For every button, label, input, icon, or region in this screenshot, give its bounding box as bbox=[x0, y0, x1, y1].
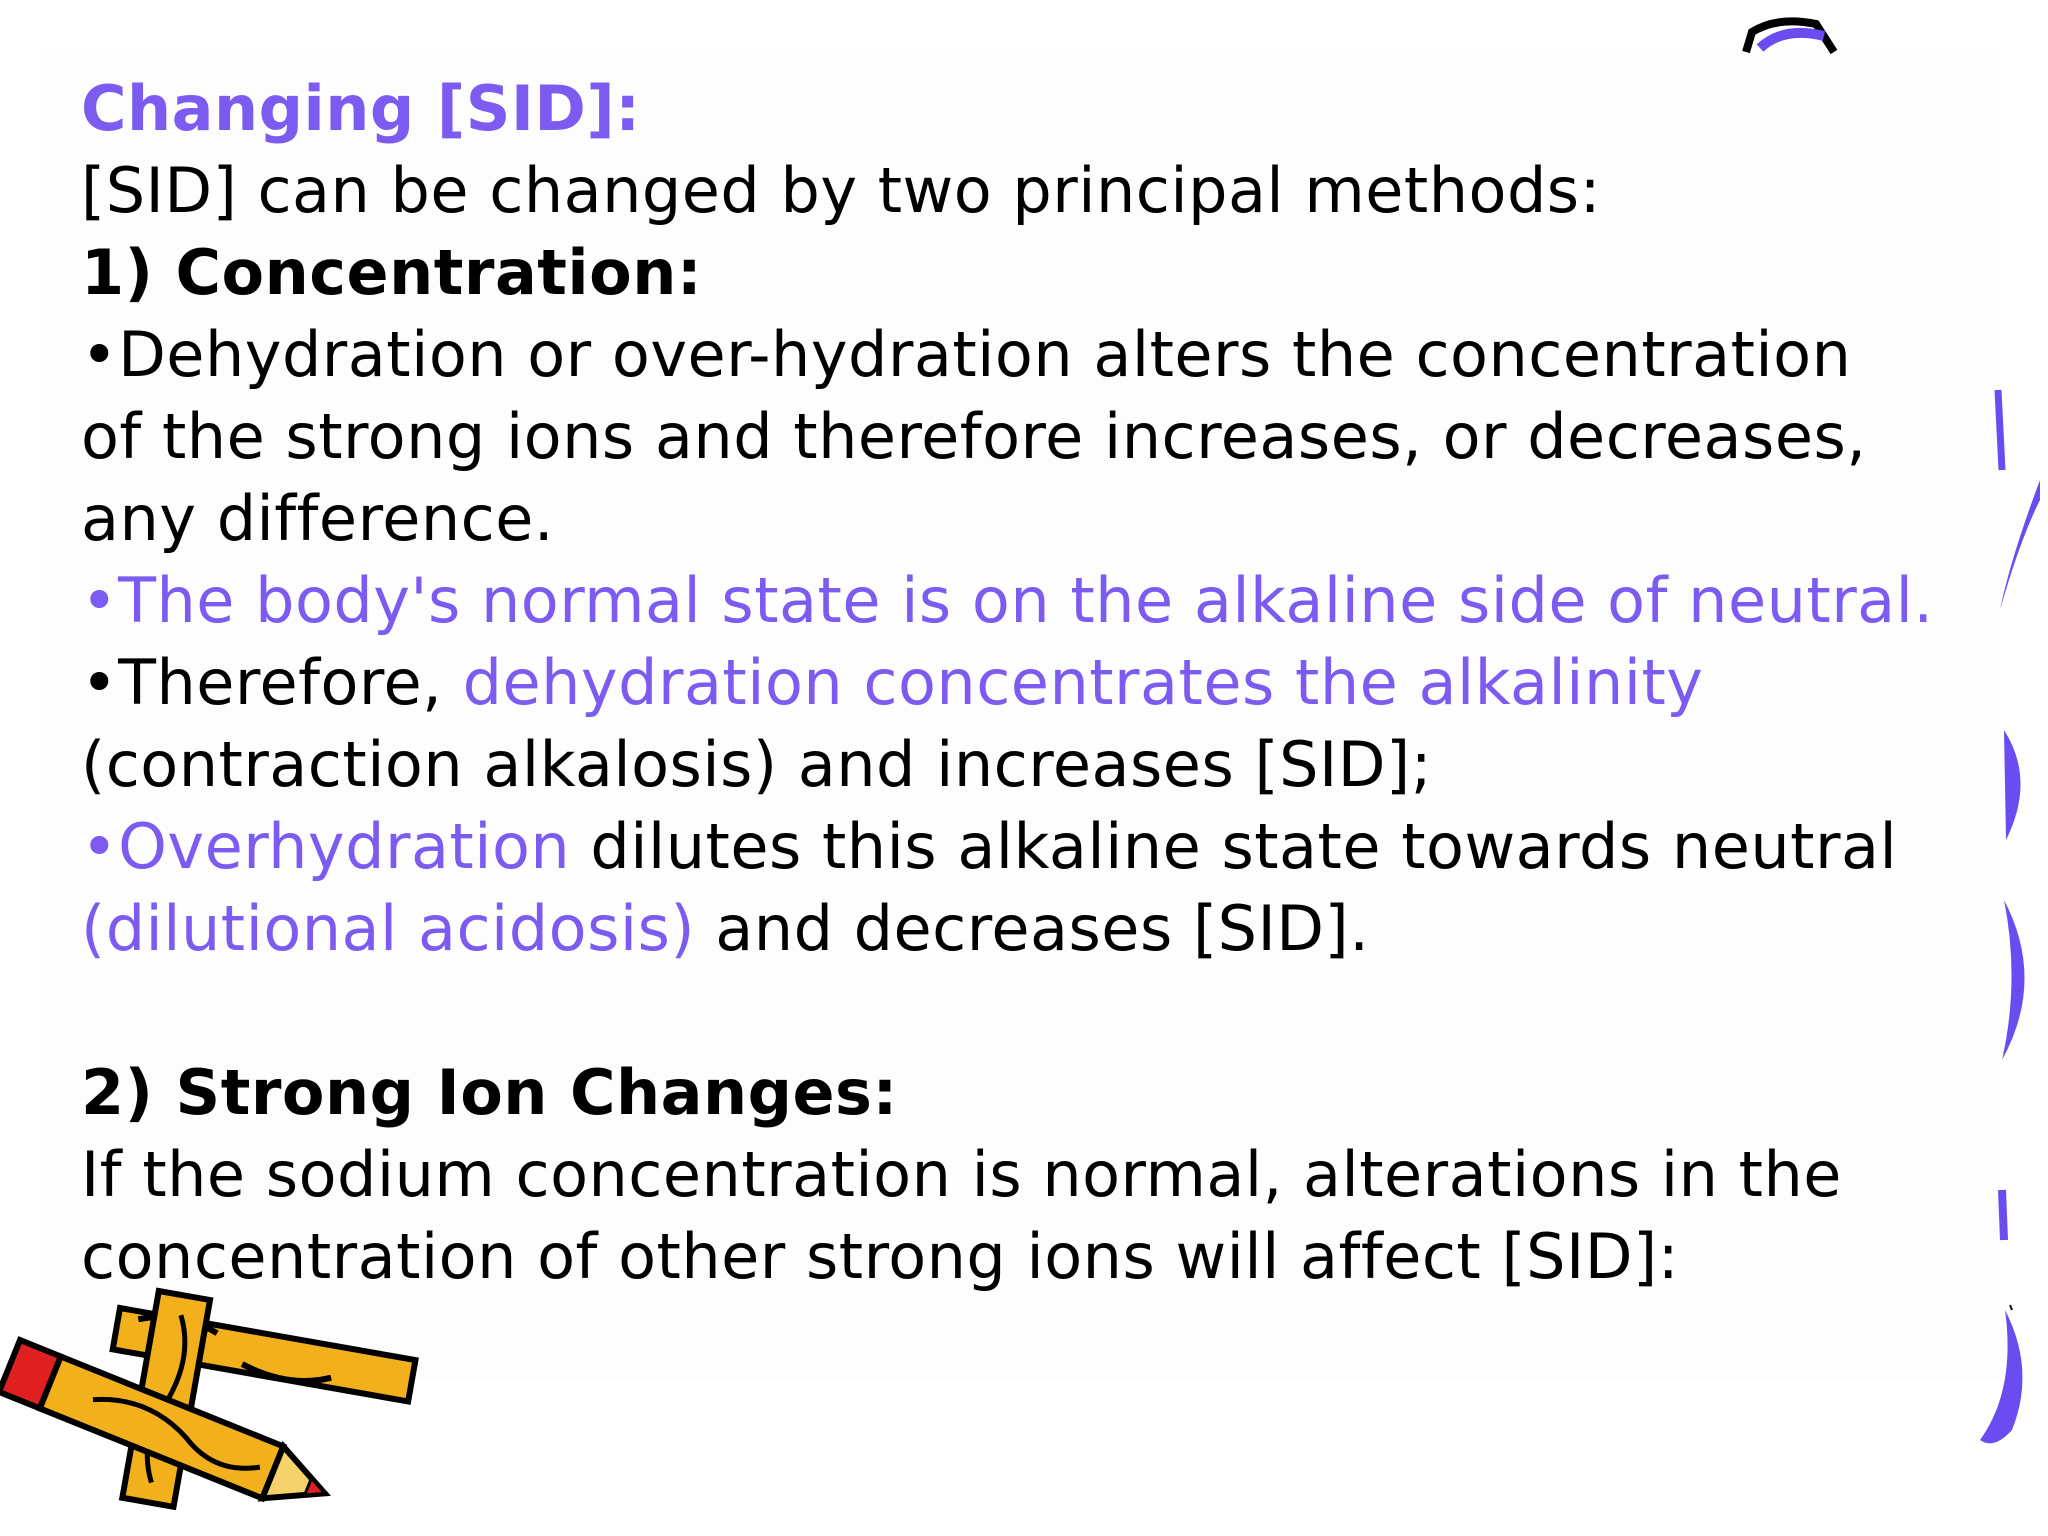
slide-title: Changing [SID]: bbox=[81, 72, 641, 145]
dilutional-acidosis-highlight: (dilutional acidosis) bbox=[81, 892, 696, 965]
bullet-therefore-lead: •Therefore, bbox=[81, 646, 463, 719]
section2-line1: If the sodium concentration is normal, alterations in the bbox=[81, 1138, 1842, 1211]
section-spacer bbox=[81, 970, 2001, 1052]
para1-line2: of the strong ions and therefore increases, or decreases, bbox=[81, 400, 1867, 473]
bullet-normal-state: •The body's normal state is on the alkaline side of neutral. bbox=[81, 564, 1934, 637]
section2-line2: concentration of other strong ions will affect [SID]: bbox=[81, 1220, 1680, 1293]
overhydration-line2-rest: and decreases [SID]. bbox=[695, 892, 1370, 965]
intro-text: [SID] can be changed by two principal methods: bbox=[81, 154, 1601, 227]
overhydration-rest: dilutes this alkaline state towards neutral bbox=[570, 810, 1898, 883]
section1-heading: 1) Concentration: bbox=[81, 236, 703, 309]
section2-heading: 2) Strong Ion Changes: bbox=[81, 1056, 898, 1129]
bullet-therefore-highlight: dehydration concentrates the alkalinity bbox=[462, 646, 1704, 719]
para1-line1: •Dehydration or over-hydration alters the concentration bbox=[81, 318, 1852, 391]
bullet-overhydration bbox=[81, 806, 2001, 888]
para1-line3: any difference. bbox=[81, 482, 555, 555]
overhydration-highlight: •Overhydration bbox=[81, 810, 571, 883]
bullet-therefore-line2: (contraction alkalosis) and increases [SID]; bbox=[81, 728, 1433, 801]
bullet-therefore bbox=[81, 642, 2001, 724]
slide-text bbox=[81, 68, 2001, 1298]
overhydration-line2 bbox=[81, 888, 2001, 970]
scroll-top-icon bbox=[1738, 12, 1838, 57]
pencils-icon bbox=[0, 1280, 420, 1536]
